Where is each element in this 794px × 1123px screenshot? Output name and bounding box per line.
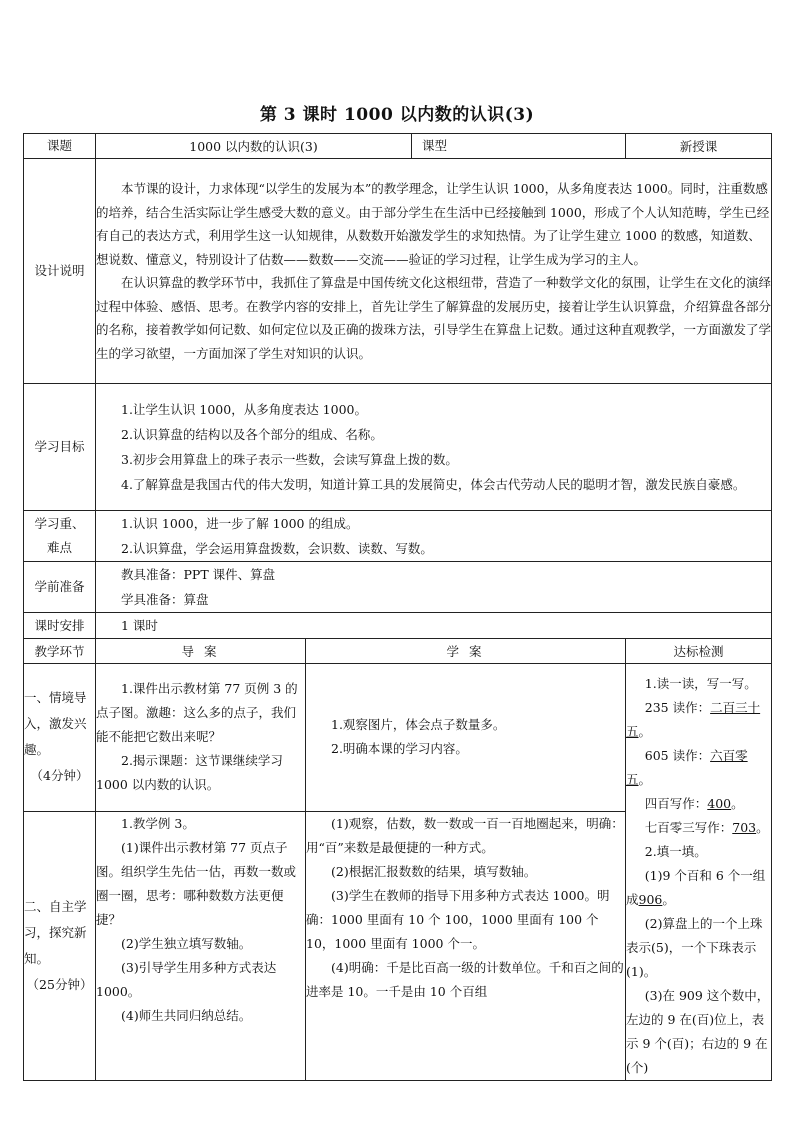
check-q1-d-answer: 703 bbox=[732, 820, 757, 835]
type-label: 课型 bbox=[412, 134, 626, 159]
key-points-label bbox=[24, 511, 96, 562]
stage2-name: 二、自主学习，探究新知。 bbox=[24, 898, 87, 966]
check-q2-2: (2)算盘上的一个上珠表示(5)，一个下珠表示(1)。 bbox=[626, 916, 763, 979]
goals-row bbox=[24, 384, 772, 511]
goals-label: 学习目标 bbox=[24, 384, 96, 511]
type-value: 新授课 bbox=[626, 134, 772, 159]
stage2-time: （25分钟） bbox=[26, 976, 93, 992]
stage2-guide-item: 1.教学例 3。 bbox=[121, 815, 195, 831]
stage1-study-item: 2.明确本课的学习内容。 bbox=[331, 741, 468, 757]
stage1-study bbox=[306, 664, 626, 812]
stage2-study bbox=[306, 811, 626, 1080]
goal-item: 1.让学生认识 1000，从多角度表达 1000。 bbox=[121, 402, 367, 417]
goals-content bbox=[96, 384, 772, 511]
check-q2-1-answer: 906 bbox=[638, 892, 663, 907]
check-punct: 。 bbox=[662, 892, 675, 907]
check-q2-1-prefix: (1)9 个百和 6 个一组成 bbox=[626, 868, 766, 907]
check-q1-c bbox=[626, 792, 771, 816]
stage2-guide-item: (3)引导学生用多种方式表达 1000。 bbox=[96, 959, 277, 999]
stage1-row bbox=[24, 664, 772, 812]
topic-value: 1000 以内数的认识(3) bbox=[96, 134, 412, 159]
stage2-study-item: (4)明确：千是比百高一级的计数单位。千和百之间的进率是 10。一千是由 10 个百组 bbox=[306, 959, 624, 999]
goal-item: 4.了解算盘是我国古代的伟大发明，知道计算工具的发展简史，体会古代劳动人民的聪明才智，激发民族自豪感。 bbox=[121, 477, 746, 492]
key-point-item: 2.认识算盘，学会运用算盘拨数，会识数、读数、写数。 bbox=[121, 541, 433, 556]
schedule-content bbox=[96, 613, 772, 639]
design-content bbox=[96, 159, 772, 384]
stage1-label bbox=[24, 664, 96, 812]
col-stage-header: 教学环节 bbox=[24, 639, 96, 664]
check-q1-b-answer: 六百零五 bbox=[626, 748, 748, 787]
stage1-time: （4分钟） bbox=[30, 768, 89, 784]
prep-row bbox=[24, 562, 772, 613]
stage1-study-item: 1.观察图片，体会点子数量多。 bbox=[331, 717, 506, 733]
key-points-label-line1: 学习重、 bbox=[34, 516, 85, 531]
stage2-study-item: (3)学生在教师的指导下用多种方式表达 1000。明确：1000 里面有 10 个 100，1000 里面有 100 个 10，1000 里面有 1000 个一。 bbox=[306, 887, 610, 951]
prep-content bbox=[96, 562, 772, 613]
check-q2-title: 2.填一填。 bbox=[644, 844, 707, 859]
stage2-label bbox=[24, 811, 96, 1080]
topic-label: 课题 bbox=[24, 134, 96, 159]
stage2-study-item: (2)根据汇报数数的结果，填写数轴。 bbox=[331, 863, 537, 879]
stage2-guide-item: (2)学生独立填写数轴。 bbox=[121, 935, 252, 951]
stage1-guide bbox=[96, 664, 306, 812]
lesson-plan-table bbox=[23, 133, 772, 1081]
key-points-row bbox=[24, 511, 772, 562]
stage2-guide-item: (1)课件出示教材第 77 页点子图。组织学生先估一估，再数一数或圈一圈，思考：哪种数数方法更便捷？ bbox=[96, 839, 297, 927]
check-q1-c-prefix: 四百写作： bbox=[644, 796, 708, 811]
check-q1-c-answer: 400 bbox=[707, 796, 732, 811]
design-label: 设计说明 bbox=[24, 159, 96, 384]
col-check-header: 达标检测 bbox=[626, 639, 772, 664]
check-punct: 。 bbox=[731, 796, 744, 811]
prep-item: 教具准备：PPT 课件、算盘 bbox=[121, 567, 276, 582]
prep-label: 学前准备 bbox=[24, 562, 96, 613]
check-q1-a-answer: 二百三十五 bbox=[626, 700, 761, 739]
columns-header-row bbox=[24, 639, 772, 664]
stage1-guide-item: 1.课件出示教材第 77 页例 3 的点子图。激趣：这么多的点子，我们能不能把它数出来呢？ bbox=[96, 681, 298, 745]
stage1-guide-item: 2.揭示课题：这节课继续学习 1000 以内数的认识。 bbox=[96, 753, 283, 793]
stage2-study-item: (1)观察，估数，数一数或一百一百地圈起来，明确：用“百”来数是最便捷的一种方式。 bbox=[306, 815, 624, 855]
col-study-header: 学 案 bbox=[306, 639, 626, 664]
check-q2-1 bbox=[626, 864, 771, 912]
check-q1-d bbox=[626, 816, 771, 840]
check-q1-d-prefix: 七百零三写作： bbox=[644, 820, 733, 835]
check-q1-b-prefix: 605 读作： bbox=[644, 748, 711, 763]
col-guide-header: 导 案 bbox=[96, 639, 306, 664]
design-row bbox=[24, 159, 772, 384]
schedule-value: 1 课时 bbox=[121, 618, 158, 633]
goal-item: 3.初步会用算盘上的珠子表示一些数，会读写算盘上拨的数。 bbox=[121, 452, 458, 467]
key-points-content bbox=[96, 511, 772, 562]
check-q1-a-prefix: 235 读作： bbox=[644, 700, 711, 715]
prep-item: 学具准备：算盘 bbox=[121, 592, 209, 607]
check-punct: 。 bbox=[638, 724, 652, 739]
check-q2-3: (3)在 909 这个数中，左边的 9 在(百)位上，表示 9 个(百)；右边的 9 在(个) bbox=[626, 988, 770, 1075]
schedule-label: 课时安排 bbox=[24, 613, 96, 639]
stage2-guide bbox=[96, 811, 306, 1080]
page-title: 第 3 课时 1000 以内数的认识(3) bbox=[259, 105, 535, 125]
stage1-name: 一、情境导入，激发兴趣。 bbox=[24, 690, 87, 758]
goal-item: 2.认识算盘的结构以及各个部分的组成、名称。 bbox=[121, 427, 383, 442]
check-q1-title: 1.读一读，写一写。 bbox=[644, 676, 757, 691]
design-paragraph: 本节课的设计，力求体现“以学生的发展为本”的教学理念，让学生认识 1000，从多角度表达 1000。同时，注重数感的培养，结合生活实际让学生感受大数的意义。由于部分学生在生活中已经接触到 1000，形成了个人认知范畴，学生已经有自己的表达方式，利用学生这一认知规律，从数数开始激发学生的求知热情。为了让学生建立 1000 的数感，知道数、想说数、懂意义，特别设计了估数——数数——交流——验证的学习过程，让学生成为学习的主人。 bbox=[96, 181, 770, 267]
check-punct: 。 bbox=[638, 772, 652, 787]
design-paragraph: 在认识算盘的教学环节中，我抓住了算盘是中国传统文化这根纽带，营造了一种数学文化的氛围，让学生在文化的演绎过程中体验、感悟、思考。在教学内容的安排上，首先让学生了解算盘的发展历史，接着让学生认识算盘，介绍算盘各部分的名称，接着教学如何记数、如何定位以及正确的拨珠方法，引导学生在算盘上记数。通过这种直观教学，一方面激发了学生的学习欲望，一方面加深了学生对知识的认识。 bbox=[96, 275, 772, 361]
key-points-label-line2: 难点 bbox=[46, 540, 72, 555]
check-q1-a bbox=[626, 696, 771, 744]
check-punct: 。 bbox=[756, 820, 769, 835]
check-column bbox=[626, 664, 772, 1081]
key-point-item: 1.认识 1000，进一步了解 1000 的组成。 bbox=[121, 516, 359, 531]
check-q1-b bbox=[626, 744, 771, 792]
topic-row bbox=[24, 134, 772, 159]
schedule-row bbox=[24, 613, 772, 639]
stage2-guide-item: (4)师生共同归纳总结。 bbox=[121, 1007, 252, 1023]
